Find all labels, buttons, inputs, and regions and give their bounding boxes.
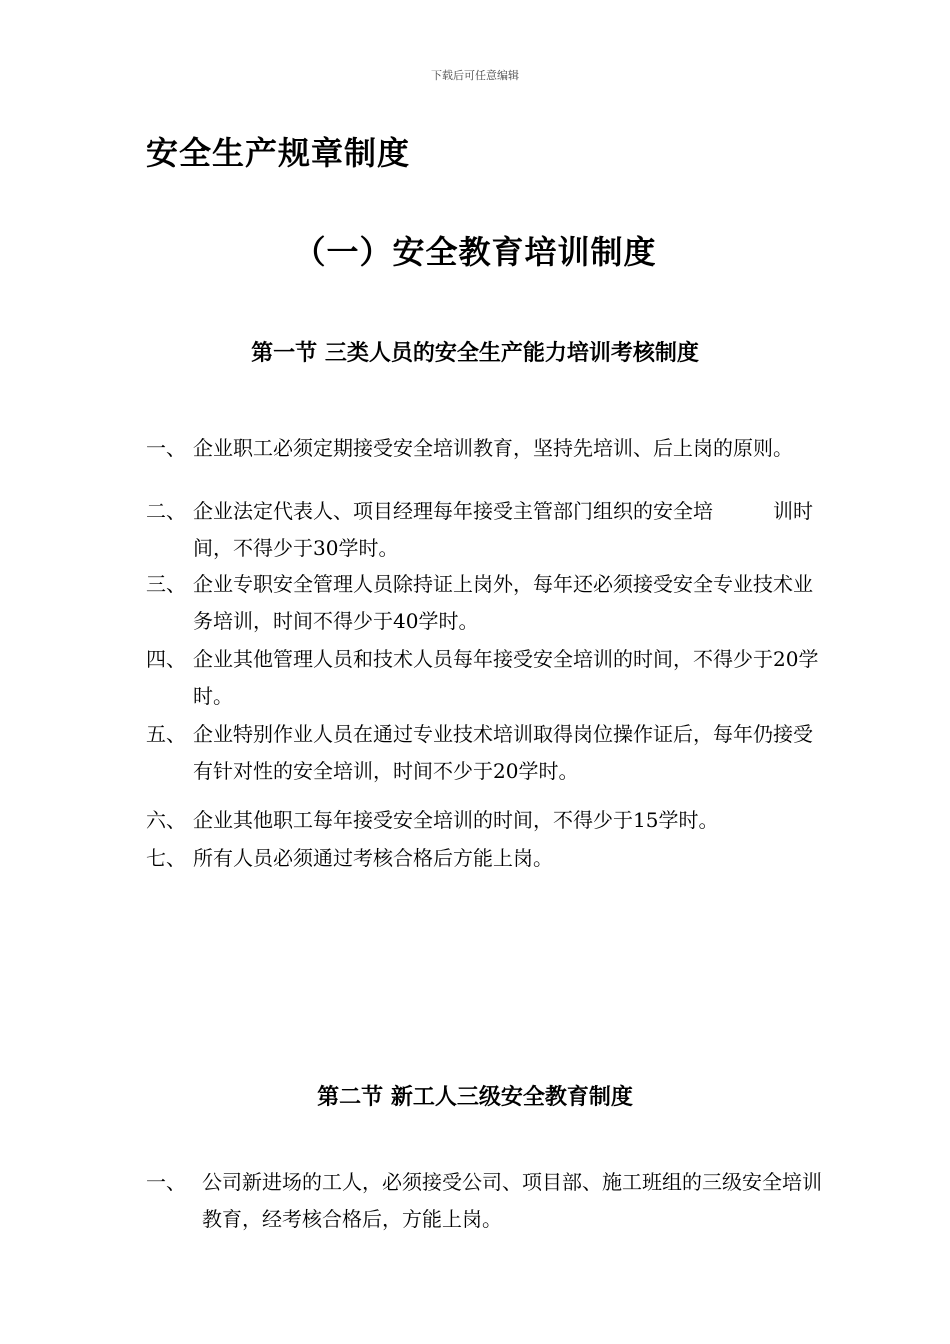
item-number: 三、	[146, 572, 186, 596]
item-text: 企业专职安全管理人员除持证上岗外，每年还必须接受安全专业技术业务培训，时间不得少于40学时。	[193, 572, 813, 633]
section2-item-1	[146, 1164, 826, 1238]
item-number: 一、	[146, 436, 186, 460]
section1-item-5	[146, 716, 826, 790]
section1-item-6	[146, 802, 826, 839]
item-text: 所有人员必须通过考核合格后方能上岗。	[193, 846, 553, 870]
section1-item-1	[146, 430, 826, 467]
section1-item-3	[146, 566, 826, 640]
item-text: 企业特别作业人员在通过专业技术培训取得岗位操作证后，每年仍接受有针对性的安全培训，时间不少于20学时。	[193, 722, 813, 783]
item-text: 企业职工必须定期接受安全培训教育，坚持先培训、后上岗的原则。	[193, 436, 793, 460]
item-number: 五、	[146, 722, 186, 746]
item-text: 公司新进场的工人，必须接受公司、项目部、施工班组的三级安全培训教育，经考核合格后，方能上岗。	[202, 1170, 822, 1231]
section1-item-7	[146, 840, 826, 877]
section1-item-2	[146, 493, 826, 567]
item-number: 一、	[146, 1170, 186, 1194]
item-text: 企业其他职工每年接受安全培训的时间，不得少于15学时。	[193, 808, 719, 832]
item-number: 七、	[146, 846, 186, 870]
section2-title: 第二节 新工人三级安全教育制度	[317, 1085, 633, 1110]
item-text: 企业其他管理人员和技术人员每年接受安全培训的时间，不得少于20学时。	[193, 647, 819, 708]
item-number: 六、	[146, 808, 186, 832]
chapter-title: （一）安全教育培训制度	[293, 233, 657, 271]
document-title: 安全生产规章制度	[146, 134, 411, 172]
page-header: 下载后可任意编辑	[431, 69, 519, 82]
section1-item-4	[146, 641, 826, 715]
item-number: 四、	[146, 647, 186, 671]
item-text: 企业法定代表人、项目经理每年接受主管部门组织的安全培 训时间，不得少于30学时。	[193, 499, 813, 560]
item-number: 二、	[146, 499, 186, 523]
section1-title: 第一节 三类人员的安全生产能力培训考核制度	[251, 341, 699, 366]
